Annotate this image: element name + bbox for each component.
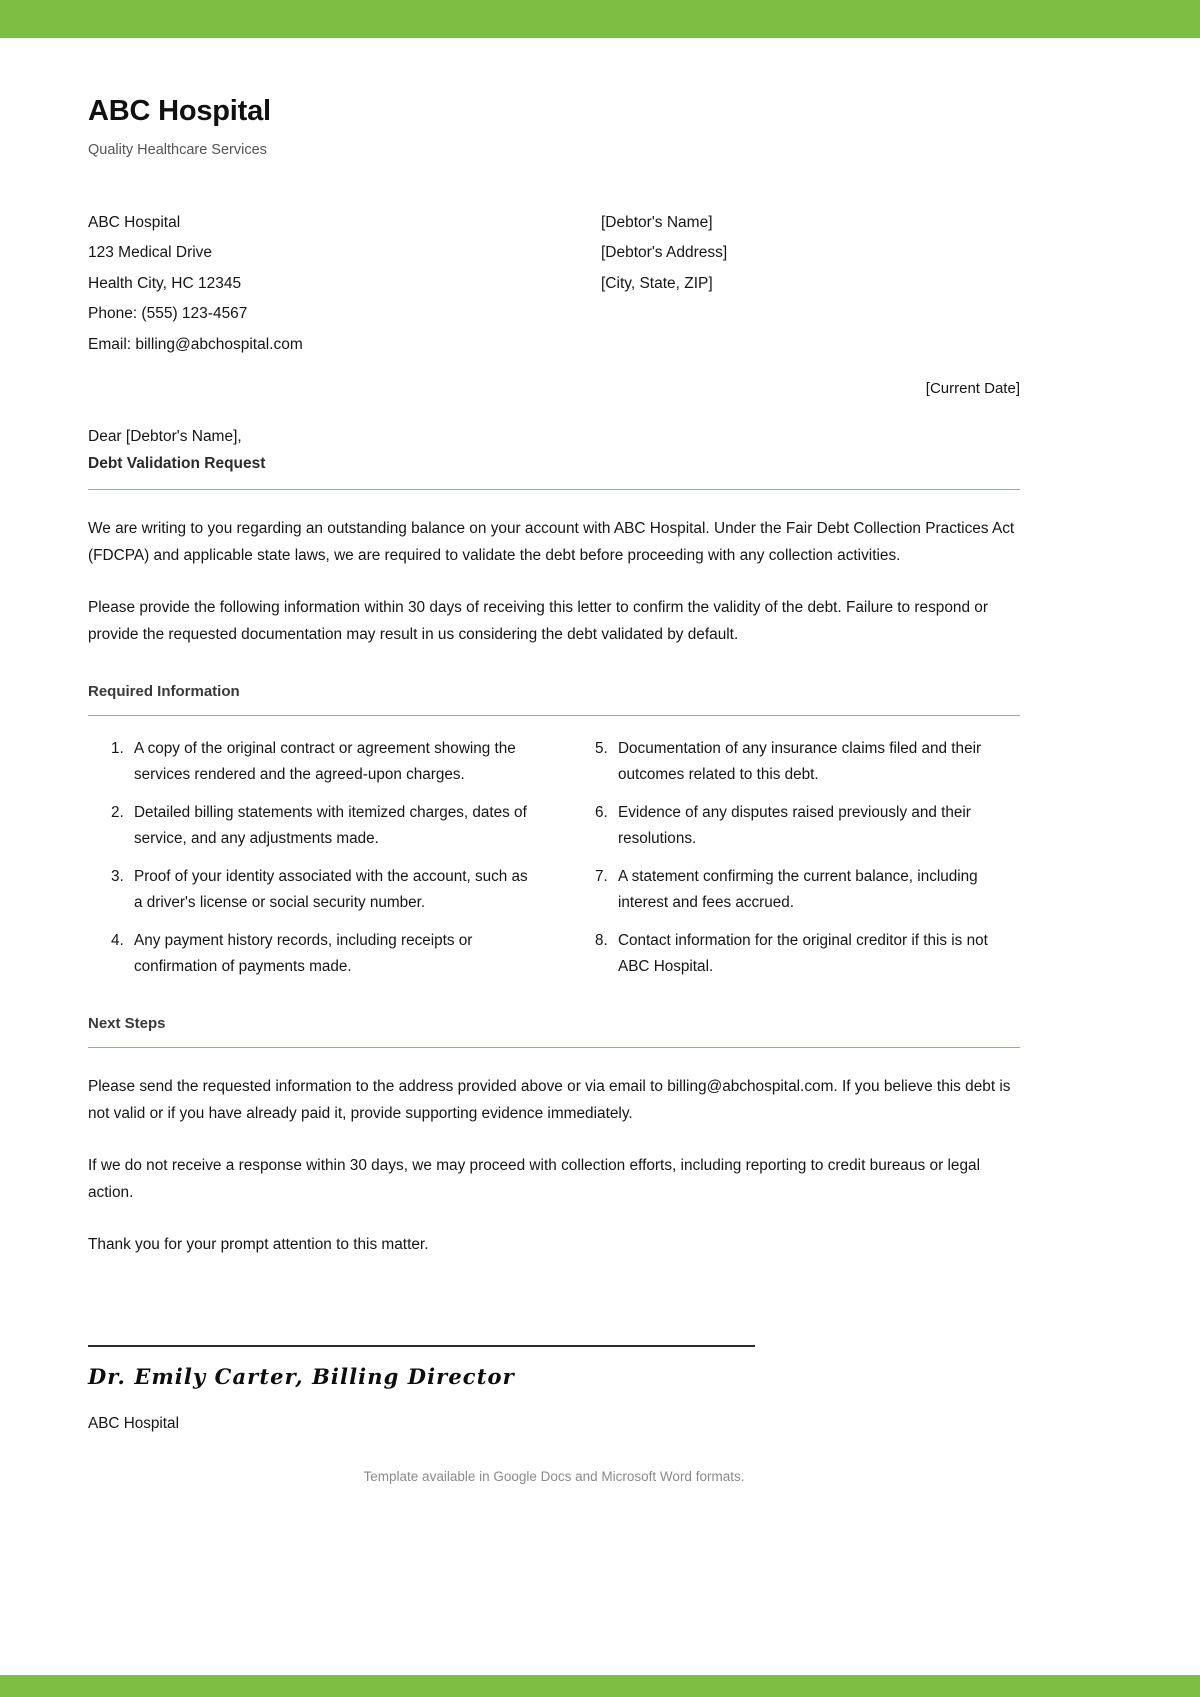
- list-item: 2. Detailed billing statements with itemized charges, dates of service, and any adjustments made.: [128, 800, 528, 852]
- current-date: [Current Date]: [925, 380, 1020, 398]
- required-information-divider: [88, 715, 1020, 716]
- sender-address-line: Health City, HC 12345: [88, 274, 242, 292]
- sender-address-line: ABC Hospital: [88, 213, 181, 231]
- intro-paragraph: Please provide the following information within 30 days of receiving this letter to confirm the validity of the debt. Failure to respond or provide the requested documentation may result in us considering the debt validated by default.: [88, 599, 988, 643]
- signature-line: [88, 1345, 755, 1347]
- subject-divider: [88, 489, 1020, 490]
- subject-heading: Debt Validation Request: [88, 455, 266, 473]
- required-information-list: [88, 736, 1020, 980]
- letter-content: [0, 38, 1200, 1675]
- sender-address-line: 123 Medical Drive: [88, 244, 213, 262]
- next-steps-heading: Next Steps: [88, 1015, 166, 1033]
- list-item: 1. A copy of the original contract or agreement showing the services rendered and the agreed-upon charges.: [128, 736, 528, 788]
- list-item: 6. Evidence of any disputes raised previously and their resolutions.: [612, 800, 1020, 852]
- bottom-accent-bar: [0, 1675, 1200, 1697]
- next-steps-paragraph: Thank you for your prompt attention to this matter.: [88, 1236, 429, 1254]
- list-item: 8. Contact information for the original creditor if this is not ABC Hospital.: [612, 928, 1020, 980]
- organization-name: ABC Hospital: [88, 95, 271, 127]
- sender-address-line: Phone: (555) 123-4567: [88, 305, 248, 323]
- required-list-left: [88, 736, 528, 980]
- signature-name: Dr. Emily Carter, Billing Director: [88, 1363, 515, 1389]
- recipient-address-line: [City, State, ZIP]: [601, 274, 713, 292]
- salutation-block: [88, 424, 1020, 477]
- required-list-right-column: [554, 736, 1020, 980]
- list-item: 5. Documentation of any insurance claims filed and their outcomes related to this debt.: [612, 736, 1020, 788]
- sender-address-line: Email: billing@abchospital.com: [88, 335, 303, 353]
- address-block: [88, 208, 1020, 361]
- required-information-heading: Required Information: [88, 683, 240, 701]
- template-availability-note: Template available in Google Docs and Microsoft Word formats.: [363, 1468, 745, 1484]
- list-item: 3. Proof of your identity associated with the account, such as a driver's license or social security number.: [128, 864, 528, 916]
- next-steps-divider: [88, 1047, 1020, 1048]
- sender-address-column: [88, 208, 601, 361]
- recipient-address-line: [Debtor's Address]: [601, 244, 728, 262]
- list-item: 4. Any payment history records, including receipts or confirmation of payments made.: [128, 928, 528, 980]
- salutation: Dear [Debtor's Name],: [88, 428, 242, 446]
- intro-paragraph: We are writing to you regarding an outstanding balance on your account with ABC Hospital. Under the Fair Debt Collection Practices Act (FDCPA) and applicable state laws, we are required to validate the debt before proceeding with any collection activities.: [88, 520, 1015, 564]
- organization-tagline: Quality Healthcare Services: [88, 141, 267, 158]
- required-list-left-column: [88, 736, 554, 980]
- next-steps-paragraph: If we do not receive a response within 30 days, we may proceed with collection efforts, including reporting to credit bureaus or legal action.: [88, 1157, 981, 1201]
- required-list-right: [572, 736, 1020, 980]
- list-item: 7. A statement confirming the current balance, including interest and fees accrued.: [612, 864, 1020, 916]
- signature-organization: ABC Hospital: [88, 1414, 179, 1432]
- next-steps-paragraph: Please send the requested information to the address provided above or via email to billing@abchospital.com. If you believe this debt is not valid or if you have already paid it, provide supporting evidence immediately.: [88, 1078, 1011, 1122]
- top-accent-bar: [0, 0, 1200, 38]
- letterhead: [88, 38, 1020, 160]
- recipient-address-column: [601, 208, 727, 361]
- recipient-address-line: [Debtor's Name]: [601, 213, 713, 231]
- signature-area: [88, 1345, 1020, 1434]
